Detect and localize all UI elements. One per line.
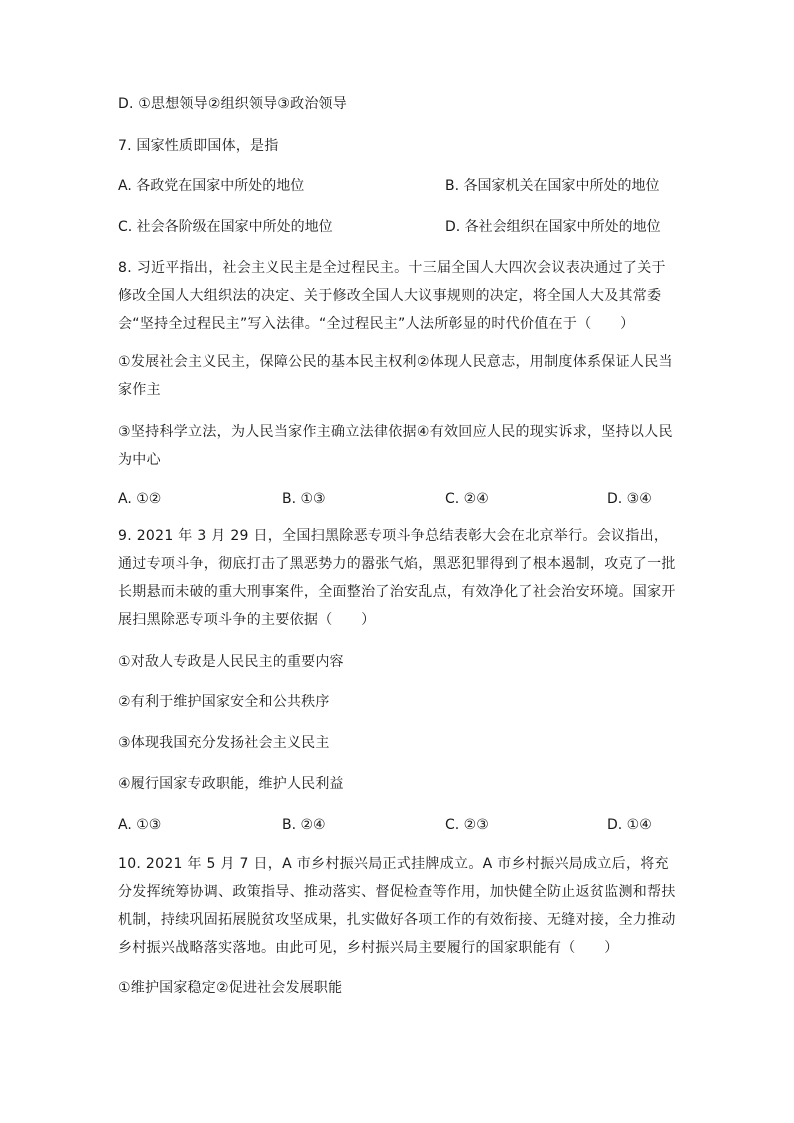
q9-statement-1: ①对敌人专政是人民民主的重要内容 [118, 654, 344, 670]
q9-statement-3: ③体现我国充分发扬社会主义民主 [118, 735, 330, 751]
q8-statements-3-4: ③坚持科学立法，为人民当家作主确立法律依据④有效回应人民的现实诉求，坚持以人民为中心 [118, 424, 673, 468]
q8-option-c: C. ②④ [445, 491, 489, 507]
q9-statement-4: ④履行国家专政职能，维护人民利益 [118, 776, 344, 792]
q9-option-c: C. ②③ [445, 817, 489, 833]
q7-option-d: D. 各社会组织在国家中所处的地位 [445, 219, 661, 235]
q10-statements-1-2: ①维护国家稳定②促进社会发展职能 [118, 980, 343, 996]
q9-stem: 9. 2021 年 3 月 29 日，全国扫黑除恶专项斗争总结表彰大会在北京举行。会议指出，通过专项斗争，彻底打击了黑恶势力的嚣张气焰，黑恶犯罪得到了根本遏制，攻克了一批长期悬而未破的重大刑事案件，全面整治了治安乱点，有效净化了社会治安环境。国家开展扫黑除恶专项斗争的主要依据（ ） [118, 528, 676, 628]
q9-statement-2: ②有利于维护国家安全和公共秩序 [118, 694, 330, 710]
q6-option-d: D. ①思想领导②组织领导③政治领导 [118, 96, 347, 112]
q9-option-a: A. ①③ [118, 817, 162, 833]
q8-stem: 8. 习近平指出，社会主义民主是全过程民主。十三届全国人大四次会议表决通过了关于修改全国人大组织法的决定、关于修改全国人大议事规则的决定，将全国人大及其常委会“坚持全过程民主”写入法律。“全过程民主”人法所彰显的时代价值在于（ ） [118, 260, 666, 332]
q8-option-a: A. ①② [118, 491, 162, 507]
q7-stem: 7. 国家性质即国体，是指 [118, 138, 279, 154]
q9-option-d: D. ①④ [607, 817, 652, 833]
q9-option-b: B. ②④ [282, 817, 326, 833]
q10-stem: 10. 2021 年 5 月 7 日，A 市乡村振兴局正式挂牌成立。A 市乡村振兴局成立后，将充分发挥统筹协调、政策指导、推动落实、督促检查等作用，加快健全防止返贫监测和帮扶机制，持续巩固拓展脱贫攻坚成果，扎实做好各项工作的有效衔接、无缝对接，全力推动乡村振兴战略落实落地。由此可见，乡村振兴局主要履行的国家职能有（ ） [118, 856, 676, 956]
q7-option-b: B. 各国家机关在国家中所处的地位 [445, 178, 660, 194]
q8-option-d: D. ③④ [607, 491, 652, 507]
q7-option-a: A. 各政党在国家中所处的地位 [118, 178, 305, 194]
q8-option-b: B. ①③ [282, 491, 326, 507]
q7-option-c: C. 社会各阶级在国家中所处的地位 [118, 219, 333, 235]
q8-statements-1-2: ①发展社会主义民主，保障公民的基本民主权利②体现人民意志，用制度体系保证人民当家作主 [118, 354, 673, 398]
